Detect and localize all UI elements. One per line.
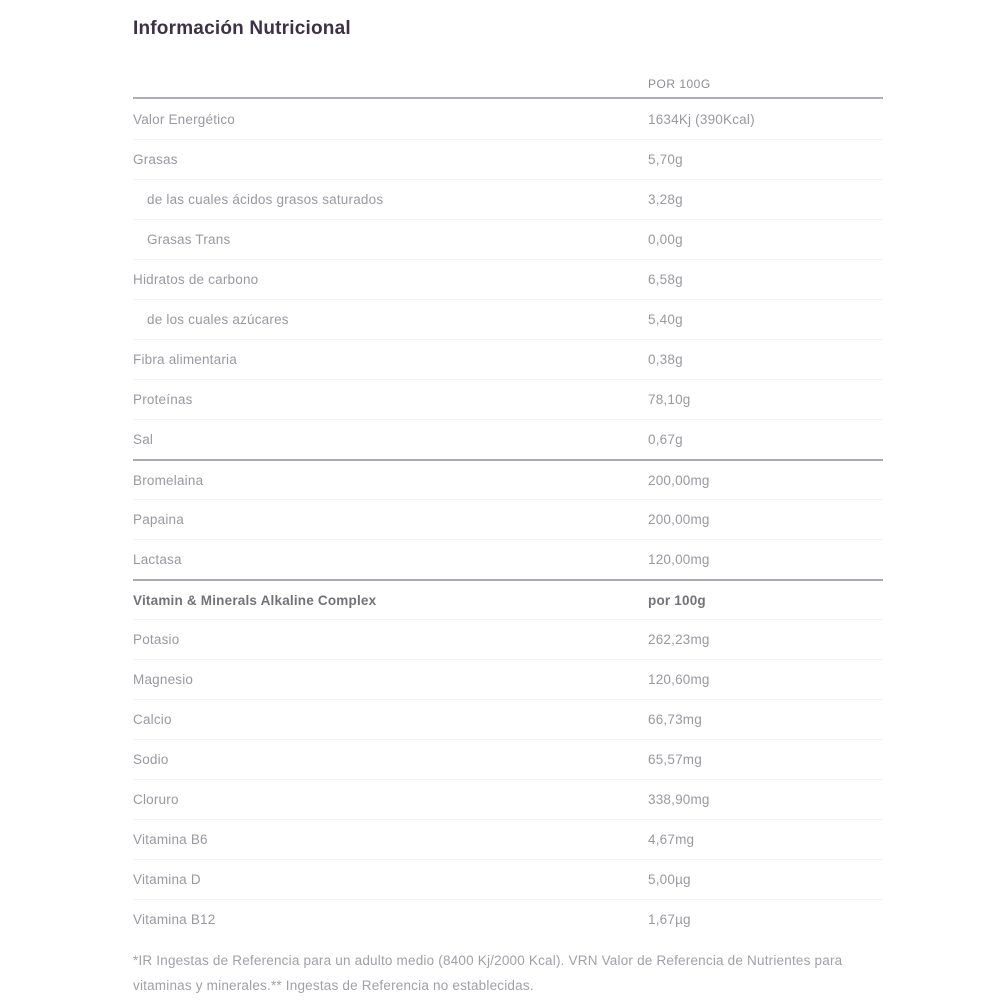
header-label-spacer bbox=[133, 77, 648, 91]
nutrition-info-panel bbox=[133, 18, 883, 999]
row-value: 5,70g bbox=[648, 152, 683, 167]
table-row bbox=[133, 459, 883, 499]
row-value: 1634Kj (390Kcal) bbox=[648, 111, 755, 127]
row-value: 6,58g bbox=[648, 272, 683, 287]
table-row bbox=[133, 219, 883, 259]
row-label: Bromelaina bbox=[133, 472, 204, 488]
row-value: 66,73mg bbox=[648, 712, 702, 727]
page-title: Información Nutricional bbox=[133, 18, 351, 39]
table-row bbox=[133, 579, 883, 619]
row-label: Sal bbox=[133, 432, 154, 447]
column-header-per-100g: POR 100G bbox=[648, 77, 711, 91]
row-label: de las cuales ácidos grasos saturados bbox=[147, 192, 384, 207]
row-value: 0,38g bbox=[648, 352, 683, 367]
row-value: 120,60mg bbox=[648, 672, 710, 687]
row-value: 5,40g bbox=[648, 312, 683, 327]
row-value: 78,10g bbox=[648, 392, 691, 407]
table-row bbox=[133, 499, 883, 539]
row-label: de los cuales azúcares bbox=[147, 312, 289, 327]
table-row bbox=[133, 379, 883, 419]
row-value: 200,00mg bbox=[648, 512, 710, 527]
table-row bbox=[133, 779, 883, 819]
row-label: Magnesio bbox=[133, 672, 194, 687]
row-label: Vitamina B12 bbox=[133, 912, 216, 927]
table-row bbox=[133, 659, 883, 699]
row-label: Lactasa bbox=[133, 552, 182, 567]
row-value: 3,28g bbox=[648, 192, 683, 207]
row-label: Grasas bbox=[133, 152, 178, 167]
row-value: por 100g bbox=[648, 592, 706, 608]
row-value: 4,67mg bbox=[648, 832, 695, 847]
table-row bbox=[133, 619, 883, 659]
row-label: Papaina bbox=[133, 512, 184, 527]
table-row bbox=[133, 859, 883, 899]
row-value: 1,67µg bbox=[648, 912, 691, 927]
table-row bbox=[133, 259, 883, 299]
row-value: 200,00mg bbox=[648, 472, 710, 488]
row-value: 0,00g bbox=[648, 232, 683, 247]
table-row bbox=[133, 419, 883, 459]
table-header-row bbox=[133, 77, 883, 99]
row-label: Sodio bbox=[133, 752, 169, 767]
row-label: Calcio bbox=[133, 712, 172, 727]
nutrition-table bbox=[133, 77, 883, 939]
table-row bbox=[133, 139, 883, 179]
row-label: Potasio bbox=[133, 632, 180, 647]
footnote: *IR Ingestas de Referencia para un adulto medio (8400 Kj/2000 Kcal). VRN Valor de Referencia de Nutrientes para vitaminas y minerales.** Ingestas de Referencia no establecidas. bbox=[133, 953, 843, 993]
row-label: Hidratos de carbono bbox=[133, 272, 259, 287]
row-value: 0,67g bbox=[648, 432, 683, 447]
row-value: 338,90mg bbox=[648, 792, 710, 807]
row-label: Vitamin & Minerals Alkaline Complex bbox=[133, 592, 377, 608]
row-label: Cloruro bbox=[133, 792, 179, 807]
table-row bbox=[133, 699, 883, 739]
row-value: 262,23mg bbox=[648, 632, 710, 647]
table-body bbox=[133, 99, 883, 939]
table-row bbox=[133, 539, 883, 579]
row-label: Grasas Trans bbox=[147, 232, 231, 247]
table-row bbox=[133, 819, 883, 859]
row-label: Proteínas bbox=[133, 392, 193, 407]
table-row bbox=[133, 99, 883, 139]
table-row bbox=[133, 339, 883, 379]
row-label: Vitamina D bbox=[133, 872, 201, 887]
table-row bbox=[133, 179, 883, 219]
row-label: Fibra alimentaria bbox=[133, 352, 237, 367]
table-row bbox=[133, 299, 883, 339]
table-row bbox=[133, 899, 883, 939]
row-value: 120,00mg bbox=[648, 552, 710, 567]
table-row bbox=[133, 739, 883, 779]
row-value: 65,57mg bbox=[648, 752, 702, 767]
row-label: Vitamina B6 bbox=[133, 832, 208, 847]
row-value: 5,00µg bbox=[648, 872, 691, 887]
row-label: Valor Energético bbox=[133, 111, 236, 127]
